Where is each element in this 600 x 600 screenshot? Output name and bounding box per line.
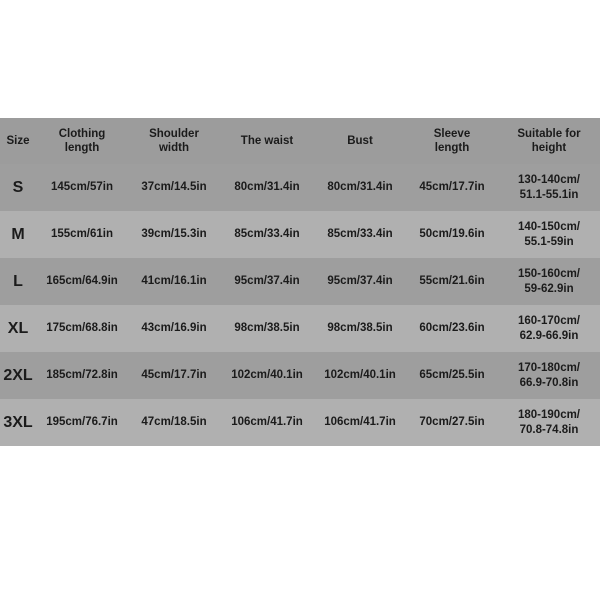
cell-size: 3XL <box>0 399 36 446</box>
cell-shoulder-width: 39cm/15.3in <box>128 211 220 258</box>
cell-sleeve-length: 55cm/21.6in <box>406 258 498 305</box>
size-chart-table <box>0 118 600 446</box>
table-row <box>0 211 600 258</box>
cell-clothing-length: 175cm/68.8in <box>36 305 128 352</box>
cell-the-waist: 80cm/31.4in <box>220 164 314 211</box>
cell-the-waist: 106cm/41.7in <box>220 399 314 446</box>
cell-clothing-length: 145cm/57in <box>36 164 128 211</box>
table-body <box>0 164 600 446</box>
cell-shoulder-width: 41cm/16.1in <box>128 258 220 305</box>
cell-sleeve-length: 70cm/27.5in <box>406 399 498 446</box>
cell-bust: 98cm/38.5in <box>314 305 406 352</box>
table-row <box>0 305 600 352</box>
column-header-clothing-length: Clothing length <box>36 118 128 164</box>
cell-clothing-length: 165cm/64.9in <box>36 258 128 305</box>
table-row <box>0 352 600 399</box>
table-row <box>0 164 600 211</box>
cell-clothing-length: 185cm/72.8in <box>36 352 128 399</box>
cell-the-waist: 102cm/40.1in <box>220 352 314 399</box>
cell-bust: 106cm/41.7in <box>314 399 406 446</box>
cell-bust: 80cm/31.4in <box>314 164 406 211</box>
cell-size: S <box>0 164 36 211</box>
cell-sleeve-length: 60cm/23.6in <box>406 305 498 352</box>
cell-size: XL <box>0 305 36 352</box>
cell-the-waist: 98cm/38.5in <box>220 305 314 352</box>
cell-sleeve-length: 50cm/19.6in <box>406 211 498 258</box>
cell-shoulder-width: 45cm/17.7in <box>128 352 220 399</box>
cell-size: L <box>0 258 36 305</box>
cell-shoulder-width: 43cm/16.9in <box>128 305 220 352</box>
cell-suitable-for-height: 150-160cm/ 59-62.9in <box>498 258 600 305</box>
column-header-size: Size <box>0 118 36 164</box>
column-header-suitable-for-height: Suitable for height <box>498 118 600 164</box>
cell-sleeve-length: 65cm/25.5in <box>406 352 498 399</box>
cell-suitable-for-height: 130-140cm/ 51.1-55.1in <box>498 164 600 211</box>
cell-bust: 102cm/40.1in <box>314 352 406 399</box>
cell-shoulder-width: 37cm/14.5in <box>128 164 220 211</box>
cell-bust: 95cm/37.4in <box>314 258 406 305</box>
cell-the-waist: 95cm/37.4in <box>220 258 314 305</box>
cell-suitable-for-height: 170-180cm/ 66.9-70.8in <box>498 352 600 399</box>
table-row <box>0 399 600 446</box>
cell-size: 2XL <box>0 352 36 399</box>
cell-size: M <box>0 211 36 258</box>
cell-suitable-for-height: 180-190cm/ 70.8-74.8in <box>498 399 600 446</box>
column-header-bust: Bust <box>314 118 406 164</box>
cell-sleeve-length: 45cm/17.7in <box>406 164 498 211</box>
cell-clothing-length: 155cm/61in <box>36 211 128 258</box>
cell-suitable-for-height: 160-170cm/ 62.9-66.9in <box>498 305 600 352</box>
cell-bust: 85cm/33.4in <box>314 211 406 258</box>
cell-shoulder-width: 47cm/18.5in <box>128 399 220 446</box>
table-row <box>0 258 600 305</box>
column-header-shoulder-width: Shoulder width <box>128 118 220 164</box>
column-header-the-waist: The waist <box>220 118 314 164</box>
table-header <box>0 118 600 164</box>
column-header-sleeve-length: Sleeve length <box>406 118 498 164</box>
table-header-row <box>0 118 600 164</box>
cell-the-waist: 85cm/33.4in <box>220 211 314 258</box>
cell-clothing-length: 195cm/76.7in <box>36 399 128 446</box>
cell-suitable-for-height: 140-150cm/ 55.1-59in <box>498 211 600 258</box>
